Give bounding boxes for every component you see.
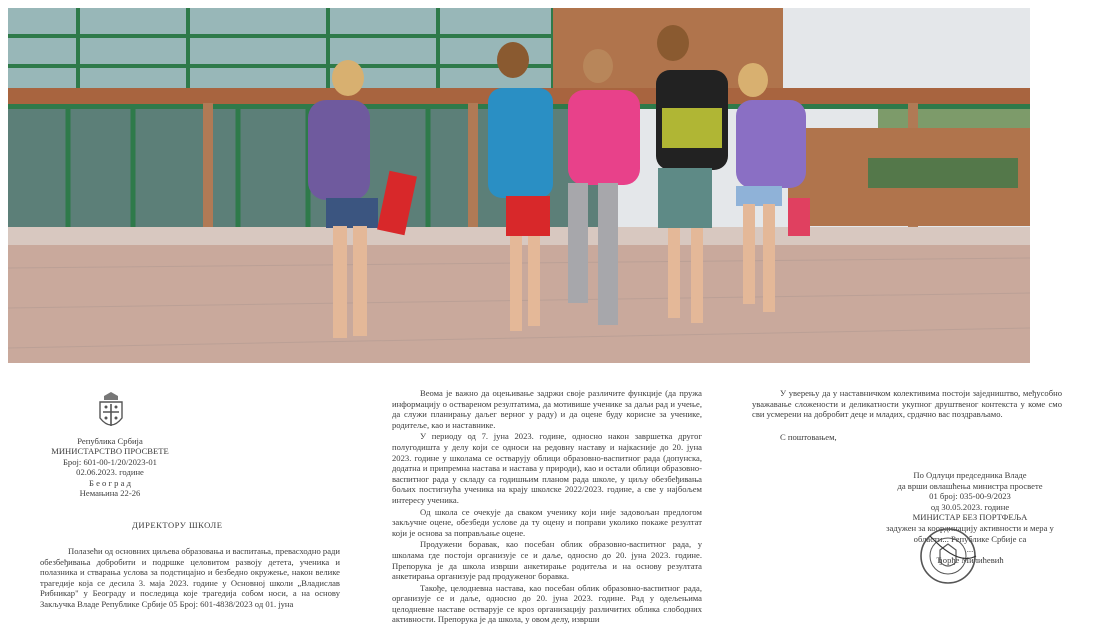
schoolchildren-photo — [8, 8, 1030, 363]
letter-column-2 — [392, 388, 702, 626]
signature-line: да врши овлашћења министра просвете — [897, 480, 1043, 491]
letter-column-3 — [752, 388, 1062, 442]
signature-line: области... Републике Србије са — [913, 533, 1027, 544]
serbian-coat-of-arms-icon — [96, 390, 126, 434]
addressee: ДИРЕКТОРУ ШКОЛЕ — [132, 520, 223, 530]
city: Б е о г р а д — [89, 477, 131, 488]
letter-header — [40, 436, 180, 498]
paragraph: Од школа се очекује да сваком ученику који није задовољан предлогом закључне оцене, обезбеди услове да ту оцену и поправи уколико покаже резултат који је основа за поправљање оцене. — [392, 506, 702, 538]
closing-paragraph: У уверењу да у наставничком колективима постоји заједништво, међусобно уважавање сложености и деликатности укупног друштвеног контекста у коме смо сви усмерени на добробит деце и младих, срдачно вас поздрављамо. — [752, 388, 1062, 420]
address: Немањина 22-26 — [79, 488, 141, 499]
signature-line: 01 број: 035-00-9/2023 — [929, 491, 1011, 502]
signature-line: МИНИСТАР БЕЗ ПОРТФЕЉА — [912, 512, 1028, 523]
signature-line: задужен за координацију активности и мера у — [886, 522, 1054, 533]
ministry-letter — [0, 370, 1100, 624]
paragraph: Такође, целодневна настава, као посебан облик образовно-васпитног рада, организује се и даље, односно до 20. јуна 2023. године. Рад у одељењима целодневне наставе остварује се кроз организацију различитих облика слободних активности. Препорука је да школа, у овом делу, изврши — [392, 582, 702, 625]
signature-line: По Одлуци председника Владе — [913, 470, 1027, 480]
paragraph: У периоду од 7. јуна 2023. године, односно након завршетка другог полугодишта у делу који се односи на редовну наставу и најкасније до 20. јуна 2023. године у школама се остварују облици образовно-васпитног рада (допунска, додатна и припремна настава и настава у природи), као и остали облици образовно-васпитног рада у складу са годишњим планом рада школе, у циљу обезбеђивања бољих постигнућа ученика на крају школске 2022/2023. године, а све у најбољем интересу ученика. — [392, 431, 702, 505]
ministry-name: МИНИСТАРСТВО ПРОСВЕТЕ — [51, 446, 169, 457]
signer-name: Ђорђе Милићевић — [936, 554, 1004, 565]
reference-number: Број: 601-00-1/20/2023-01 — [63, 456, 157, 467]
paragraph: Веома је важно да оцењивање задржи своје различите функције (да пружа информацију о оствареном резултатима, да мотивише ученике за даљи рад и учење, да служи планирању даљег верног у раду) и да оцене буду корисне за ученике, родитеље, као и наставнике. — [392, 388, 702, 430]
paragraph: Продужени боравак, као посебан облик образовно-васпитног рада, у школама где постоји организује се и даље, односно до 20. јуна 2023. године. Препорука је да школа изврши анкетирање родитеља и на основу резултата анкетирања организује рад продуженог боравка. — [392, 539, 702, 582]
signature-line: од 30.05.2023. године — [930, 501, 1010, 512]
letter-date: 02.06.2023. године — [76, 467, 144, 478]
regards: С поштовањем, — [780, 431, 837, 442]
official-stamp-icon — [918, 526, 978, 586]
signature-line: ... — [966, 544, 974, 555]
letter-body-intro: Полазећи од основних циљева образовања и васпитања, превасходно ради обезбеђивања добробити и подршке целовитом развоју детета, ученика и полазника и стварања услова за подстицајно и безбедно окружење, након велике трагедије која се десила 3. маја 2023. године у Основној школи „Владислав Рибникар" у Београду и последица које трагедија собом носи, а на основу Закључка Владе Републике Србије 05 Број: 601-4838/2023 од 01. јуна — [40, 546, 340, 609]
republic-name: Република Србија — [77, 436, 143, 446]
